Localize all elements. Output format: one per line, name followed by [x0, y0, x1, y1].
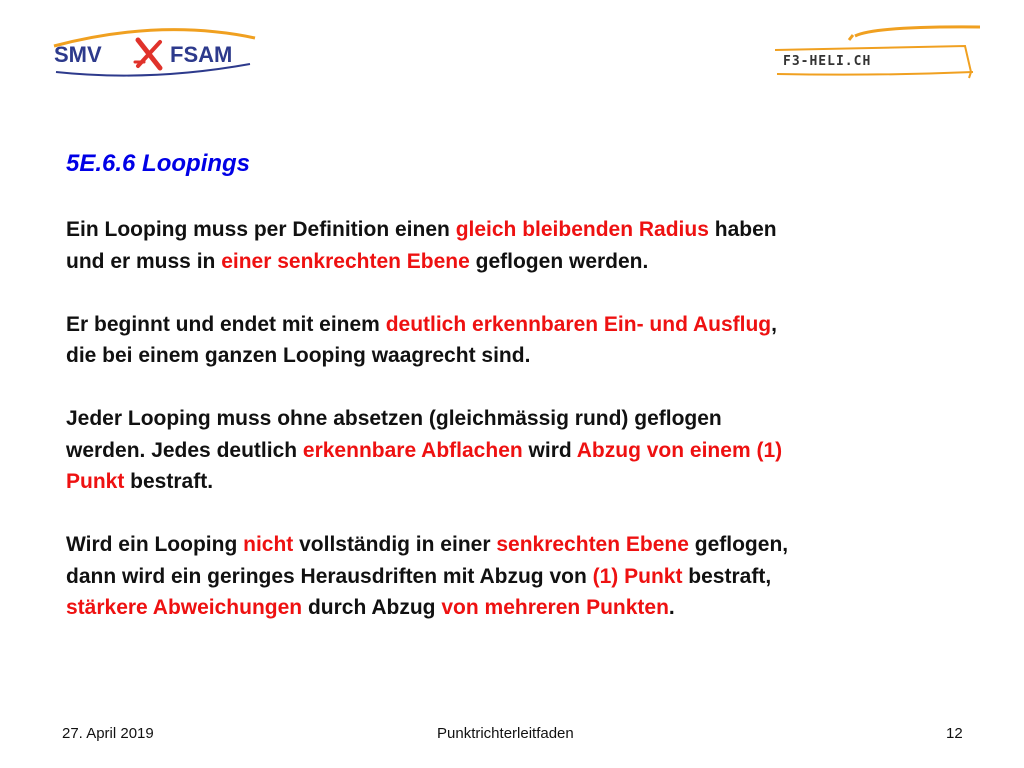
text-segment: dann wird ein geringes Herausdriften mit Abzug von — [66, 564, 593, 588]
slide-body — [66, 214, 966, 655]
text-segment: geflogen werden. — [469, 249, 649, 273]
highlight-text: deutlich erkennbaren Ein- und Ausflug — [385, 312, 772, 336]
footer-date: 27. April 2019 — [62, 725, 154, 742]
text-segment: die bei einem ganzen Looping waagrecht sind. — [66, 344, 531, 367]
text-segment: werden. Jedes deutlich — [66, 438, 303, 462]
highlight-text: von mehreren Punkten — [441, 596, 669, 619]
smv-text: SMV — [54, 42, 102, 67]
page-number: 12 — [946, 725, 963, 742]
text-segment: haben — [708, 218, 777, 241]
highlight-text: erkennbare Abflachen — [302, 438, 523, 462]
text-segment: , — [771, 312, 777, 336]
text-segment: durch Abzug — [302, 596, 442, 619]
highlight-text: nicht — [243, 533, 294, 556]
slide-title: 5E.6.6 Loopings — [66, 150, 251, 177]
text-segment: bestraft, — [682, 564, 772, 588]
highlight-text: einer senkrechten Ebene — [221, 249, 470, 273]
text-segment: vollständig in einer — [293, 533, 497, 556]
highlight-text: Punkt — [66, 470, 125, 493]
f3-heli-text: F3-HELI.CH — [783, 54, 872, 69]
footer-title: Punktrichterleitfaden — [437, 725, 574, 742]
smv-fsam-logo — [50, 24, 260, 80]
text-segment: Er beginnt und endet mit einem — [66, 312, 386, 336]
smv-fsam-logo-graphic — [50, 24, 260, 80]
f3-heli-logo — [775, 22, 985, 84]
highlight-text: (1) Punkt — [592, 564, 683, 588]
highlight-text: senkrechten Ebene — [496, 533, 689, 556]
paragraph-flattening — [66, 403, 966, 498]
highlight-text: Abzug von einem (1) — [576, 438, 783, 462]
text-segment: Ein Looping muss per Definition einen — [66, 218, 456, 241]
paragraph-radius — [66, 214, 966, 277]
paragraph-drift — [66, 529, 966, 624]
f3-heli-logo-frame — [775, 22, 985, 84]
text-segment: wird — [522, 438, 577, 462]
text-segment: . — [668, 596, 675, 619]
airplane-icon — [135, 40, 160, 68]
highlight-text: gleich bleibenden Radius — [455, 218, 709, 241]
text-segment: und er muss in — [66, 249, 222, 273]
paragraph-entry-exit — [66, 309, 966, 372]
text-segment: bestraft. — [124, 470, 214, 493]
text-segment: Jeder Looping muss ohne absetzen (gleichmässig rund) geflogen — [66, 407, 722, 430]
highlight-text: stärkere Abweichungen — [66, 596, 303, 619]
fsam-text: FSAM — [170, 42, 233, 67]
text-segment: geflogen, — [688, 533, 789, 556]
text-segment: Wird ein Looping — [66, 533, 244, 556]
